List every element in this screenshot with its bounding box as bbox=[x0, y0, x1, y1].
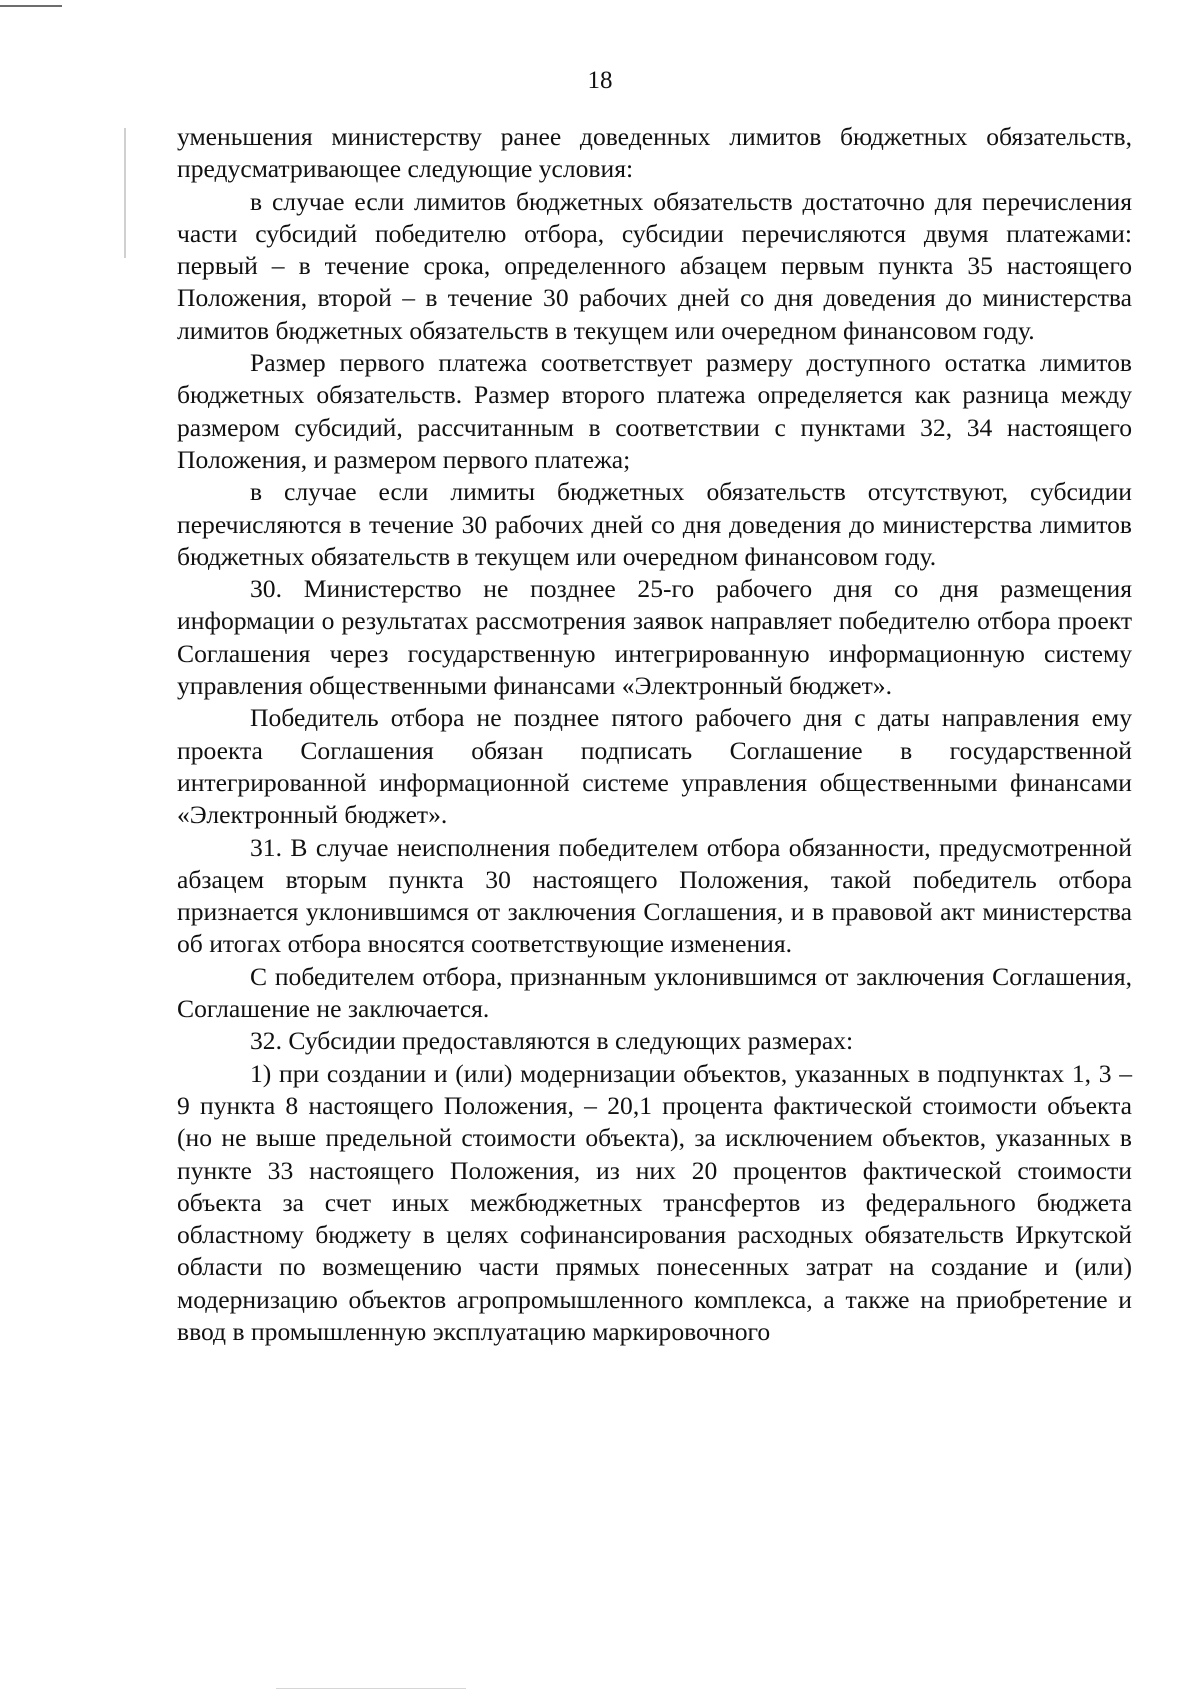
paragraph-item-32: 32. Субсидии предоставляются в следующих размерах: bbox=[250, 1026, 854, 1056]
page-number: 18 bbox=[587, 67, 613, 94]
paragraph: в случае если лимиты бюджетных обязательств отсутствуют, субсидии перечисляются в течение 30 рабочих дней со дня доведения до министерства лимитов бюджетных обязательств в текущем или очередном финансовом году. bbox=[177, 477, 1132, 571]
scan-artifact-line bbox=[0, 5, 62, 7]
paragraph-item-30: 30. Министерство не позднее 25-го рабочего дня со дня размещения информации о результатах рассмотрения заявок направляет победителю отбора проект Соглашения через государственную интегрированную информационную систему управления общественными финансами «Электронный бюджет». bbox=[177, 574, 1132, 701]
paragraph: в случае если лимитов бюджетных обязательств достаточно для перечисления части субсидий победителю отбора, субсидии перечисляются двумя платежами: первый – в течение срока, определенного абзацем первым пункта 35 настоящего Положения, второй – в течение 30 рабочих дней со дня доведения до министерства лимитов бюджетных обязательств в текущем или очередном финансовом году. bbox=[177, 186, 1132, 345]
document-body bbox=[177, 121, 1132, 1348]
paragraph-continuation: уменьшения министерству ранее доведенных лимитов бюджетных обязательств, предусматривающее следующие условия: bbox=[177, 122, 1132, 184]
paragraph-subitem-1: 1) при создании и (или) модернизации объектов, указанных в подпунктах 1, 3 – 9 пункта 8 настоящего Положения, – 20,1 процента фактической стоимости объекта (но не выше предельной стоимости объекта), за исключением объектов, указанных в пункте 33 настоящего Положения, из них 20 процентов фактической стоимости объекта за счет иных межбюджетных трансфертов из федерального бюджета областному бюджету в целях софинансирования расходных обязательств Иркутской области по возмещению части прямых понесенных затрат на создание и (или) модернизацию объектов агропромышленного комплекса, а также на приобретение и ввод в промышленную эксплуатацию маркировочного bbox=[177, 1058, 1132, 1346]
paragraph: Победитель отбора не позднее пятого рабочего дня с даты направления ему проекта Соглашения обязан подписать Соглашение в государственной интегрированной информационной системе управления общественными финансами «Электронный бюджет». bbox=[177, 703, 1132, 830]
paragraph: С победителем отбора, признанным уклонившимся от заключения Соглашения, Соглашение не заключается. bbox=[177, 961, 1132, 1024]
scan-artifact-bottom-line bbox=[276, 1688, 466, 1689]
paragraph: Размер первого платежа соответствует размеру доступного остатка лимитов бюджетных обязательств. Размер второго платежа определяется как разница между размером субсидий, рассчитанным в соответствии с пунктами 32, 34 настоящего Положения, и размером первого платежа; bbox=[177, 348, 1132, 474]
scan-artifact-specks bbox=[480, 10, 740, 24]
scan-artifact-margin-line bbox=[124, 128, 126, 258]
paragraph-item-31: 31. В случае неисполнения победителем отбора обязанности, предусмотренной абзацем вторым пункта 30 настоящего Положения, такой победитель отбора признается уклонившимся от заключения Соглашения, и в правовой акт министерства об итогах отбора вносятся соответствующие изменения. bbox=[177, 832, 1132, 959]
